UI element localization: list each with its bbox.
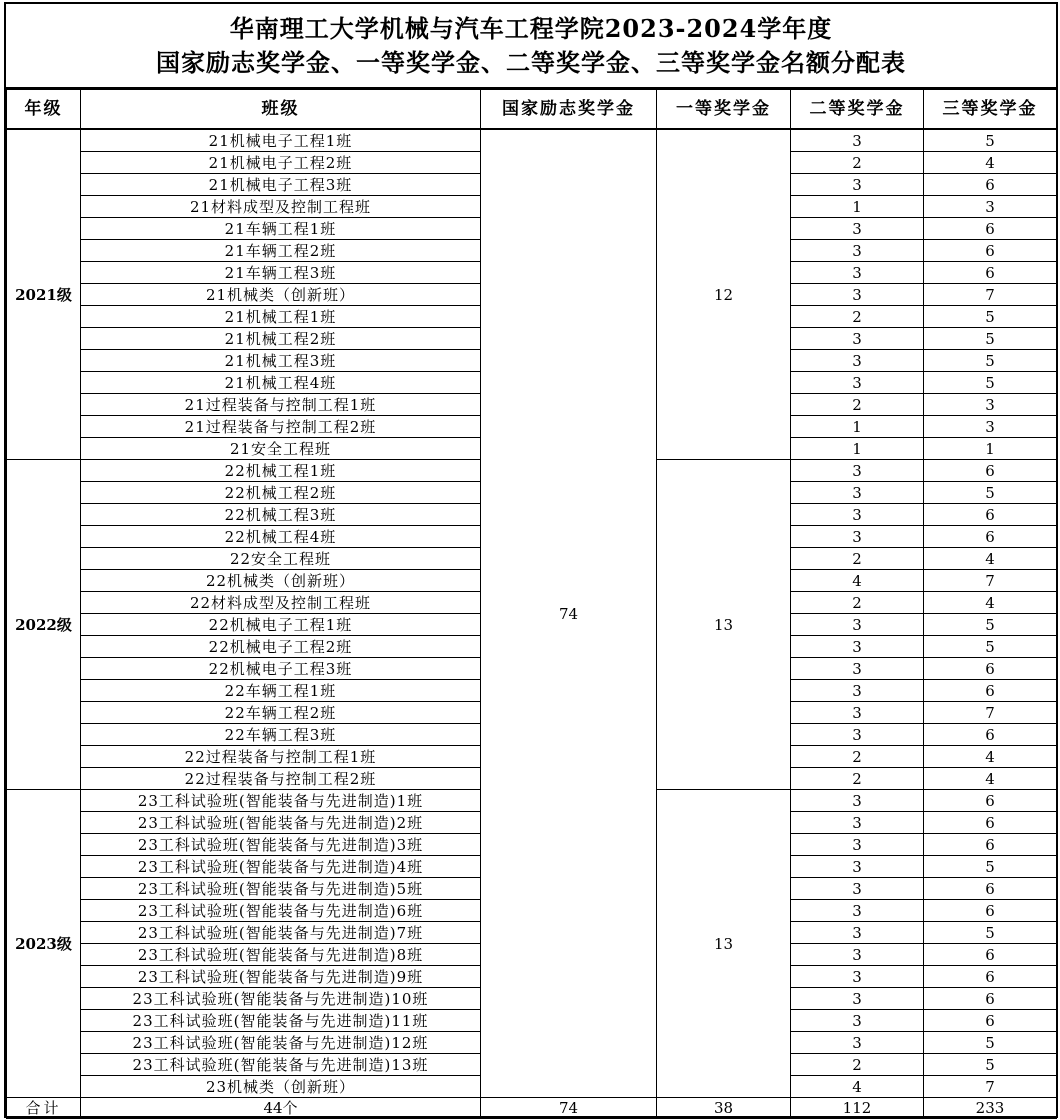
- second-class-scholarship-cell: 3: [791, 680, 924, 702]
- second-class-scholarship-cell: 3: [791, 460, 924, 482]
- class-name-cell: 22车辆工程1班: [81, 680, 481, 702]
- class-name-cell: 22安全工程班: [81, 548, 481, 570]
- class-name-cell: 23工科试验班(智能装备与先进制造)5班: [81, 878, 481, 900]
- third-class-scholarship-cell: 6: [924, 878, 1057, 900]
- total-third-cell: 233: [924, 1098, 1057, 1119]
- second-class-scholarship-cell: 3: [791, 328, 924, 350]
- header-class: 班级: [81, 90, 481, 130]
- class-name-cell: 22机械电子工程3班: [81, 658, 481, 680]
- second-class-scholarship-cell: 3: [791, 900, 924, 922]
- table-body: [7, 129, 1057, 1119]
- table-row: [7, 129, 1057, 152]
- second-class-scholarship-cell: 3: [791, 636, 924, 658]
- class-name-cell: 23工科试验班(智能装备与先进制造)3班: [81, 834, 481, 856]
- third-class-scholarship-cell: 5: [924, 129, 1057, 152]
- third-class-scholarship-cell: 3: [924, 416, 1057, 438]
- third-class-scholarship-cell: 5: [924, 1032, 1057, 1054]
- second-class-scholarship-cell: 2: [791, 394, 924, 416]
- second-class-scholarship-cell: 2: [791, 306, 924, 328]
- second-class-scholarship-cell: 4: [791, 1076, 924, 1098]
- class-name-cell: 23工科试验班(智能装备与先进制造)12班: [81, 1032, 481, 1054]
- second-class-scholarship-cell: 2: [791, 768, 924, 790]
- third-class-scholarship-cell: 5: [924, 636, 1057, 658]
- second-class-scholarship-cell: 3: [791, 262, 924, 284]
- third-class-scholarship-cell: 5: [924, 328, 1057, 350]
- class-name-cell: 21机械电子工程2班: [81, 152, 481, 174]
- class-name-cell: 22机械工程2班: [81, 482, 481, 504]
- class-name-cell: 21车辆工程1班: [81, 218, 481, 240]
- class-name-cell: 23工科试验班(智能装备与先进制造)7班: [81, 922, 481, 944]
- class-name-cell: 21材料成型及控制工程班: [81, 196, 481, 218]
- national-scholarship-cell: 74: [481, 129, 657, 1098]
- second-class-scholarship-cell: 3: [791, 966, 924, 988]
- title-line-2: 国家励志奖学金、一等奖学金、二等奖学金、三等奖学金名额分配表: [156, 47, 906, 77]
- allocation-sheet: [4, 2, 1058, 1118]
- header-grade: 年级: [7, 90, 81, 130]
- third-class-scholarship-cell: 6: [924, 812, 1057, 834]
- class-name-cell: 21机械电子工程3班: [81, 174, 481, 196]
- second-class-scholarship-cell: 3: [791, 702, 924, 724]
- third-class-scholarship-cell: 6: [924, 526, 1057, 548]
- class-name-cell: 22机械工程3班: [81, 504, 481, 526]
- third-class-scholarship-cell: 5: [924, 372, 1057, 394]
- class-name-cell: 23机械类（创新班）: [81, 1076, 481, 1098]
- third-class-scholarship-cell: 6: [924, 834, 1057, 856]
- third-class-scholarship-cell: 4: [924, 592, 1057, 614]
- second-class-scholarship-cell: 4: [791, 570, 924, 592]
- third-class-scholarship-cell: 4: [924, 746, 1057, 768]
- grade-cell: 2023级: [7, 790, 81, 1098]
- third-class-scholarship-cell: 4: [924, 152, 1057, 174]
- total-row: [7, 1098, 1057, 1119]
- second-class-scholarship-cell: 3: [791, 724, 924, 746]
- third-class-scholarship-cell: 7: [924, 284, 1057, 306]
- second-class-scholarship-cell: 3: [791, 482, 924, 504]
- second-class-scholarship-cell: 3: [791, 174, 924, 196]
- second-class-scholarship-cell: 3: [791, 988, 924, 1010]
- second-class-scholarship-cell: 3: [791, 350, 924, 372]
- class-name-cell: 23工科试验班(智能装备与先进制造)6班: [81, 900, 481, 922]
- third-class-scholarship-cell: 3: [924, 394, 1057, 416]
- second-class-scholarship-cell: 3: [791, 922, 924, 944]
- grade-cell: 2022级: [7, 460, 81, 790]
- class-name-cell: 21机械类（创新班）: [81, 284, 481, 306]
- class-name-cell: 22过程装备与控制工程2班: [81, 768, 481, 790]
- class-name-cell: 21机械工程3班: [81, 350, 481, 372]
- third-class-scholarship-cell: 6: [924, 790, 1057, 812]
- header-row: [7, 90, 1057, 130]
- class-name-cell: 23工科试验班(智能装备与先进制造)2班: [81, 812, 481, 834]
- second-class-scholarship-cell: 3: [791, 614, 924, 636]
- third-class-scholarship-cell: 1: [924, 438, 1057, 460]
- third-class-scholarship-cell: 6: [924, 1010, 1057, 1032]
- third-class-scholarship-cell: 5: [924, 856, 1057, 878]
- class-name-cell: 21过程装备与控制工程1班: [81, 394, 481, 416]
- second-class-scholarship-cell: 2: [791, 1054, 924, 1076]
- header-first: 一等奖学金: [657, 90, 791, 130]
- total-label-cell: 合计: [7, 1098, 81, 1119]
- third-class-scholarship-cell: 5: [924, 614, 1057, 636]
- class-name-cell: 23工科试验班(智能装备与先进制造)8班: [81, 944, 481, 966]
- second-class-scholarship-cell: 3: [791, 878, 924, 900]
- third-class-scholarship-cell: 4: [924, 768, 1057, 790]
- third-class-scholarship-cell: 3: [924, 196, 1057, 218]
- class-name-cell: 21机械工程2班: [81, 328, 481, 350]
- third-class-scholarship-cell: 5: [924, 482, 1057, 504]
- class-name-cell: 22机械工程1班: [81, 460, 481, 482]
- second-class-scholarship-cell: 3: [791, 240, 924, 262]
- total-first-cell: 38: [657, 1098, 791, 1119]
- third-class-scholarship-cell: 6: [924, 460, 1057, 482]
- class-name-cell: 22过程装备与控制工程1班: [81, 746, 481, 768]
- total-national-cell: 74: [481, 1098, 657, 1119]
- class-name-cell: 22材料成型及控制工程班: [81, 592, 481, 614]
- second-class-scholarship-cell: 3: [791, 129, 924, 152]
- third-class-scholarship-cell: 6: [924, 658, 1057, 680]
- third-class-scholarship-cell: 6: [924, 724, 1057, 746]
- class-name-cell: 21过程装备与控制工程2班: [81, 416, 481, 438]
- second-class-scholarship-cell: 2: [791, 746, 924, 768]
- second-class-scholarship-cell: 3: [791, 856, 924, 878]
- second-class-scholarship-cell: 3: [791, 658, 924, 680]
- class-name-cell: 21机械电子工程1班: [81, 129, 481, 152]
- class-name-cell: 23工科试验班(智能装备与先进制造)10班: [81, 988, 481, 1010]
- class-name-cell: 23工科试验班(智能装备与先进制造)9班: [81, 966, 481, 988]
- second-class-scholarship-cell: 3: [791, 218, 924, 240]
- third-class-scholarship-cell: 7: [924, 702, 1057, 724]
- second-class-scholarship-cell: 3: [791, 1010, 924, 1032]
- third-class-scholarship-cell: 5: [924, 922, 1057, 944]
- third-class-scholarship-cell: 6: [924, 944, 1057, 966]
- third-class-scholarship-cell: 6: [924, 174, 1057, 196]
- second-class-scholarship-cell: 3: [791, 284, 924, 306]
- total-second-cell: 112: [791, 1098, 924, 1119]
- class-name-cell: 22车辆工程2班: [81, 702, 481, 724]
- first-class-scholarship-cell: 12: [657, 129, 791, 460]
- title-line-1: 华南理工大学机械与汽车工程学院2023-2024学年度: [229, 13, 833, 43]
- third-class-scholarship-cell: 6: [924, 262, 1057, 284]
- class-name-cell: 21机械工程4班: [81, 372, 481, 394]
- class-name-cell: 22机械类（创新班）: [81, 570, 481, 592]
- document-title: [6, 4, 1056, 89]
- class-name-cell: 22机械电子工程2班: [81, 636, 481, 658]
- class-name-cell: 21车辆工程3班: [81, 262, 481, 284]
- second-class-scholarship-cell: 3: [791, 526, 924, 548]
- second-class-scholarship-cell: 2: [791, 592, 924, 614]
- third-class-scholarship-cell: 6: [924, 966, 1057, 988]
- allocation-table: [6, 89, 1057, 1119]
- third-class-scholarship-cell: 6: [924, 240, 1057, 262]
- third-class-scholarship-cell: 5: [924, 350, 1057, 372]
- total-classes-cell: 44个: [81, 1098, 481, 1119]
- second-class-scholarship-cell: 3: [791, 834, 924, 856]
- second-class-scholarship-cell: 1: [791, 196, 924, 218]
- second-class-scholarship-cell: 2: [791, 152, 924, 174]
- third-class-scholarship-cell: 6: [924, 504, 1057, 526]
- second-class-scholarship-cell: 1: [791, 438, 924, 460]
- third-class-scholarship-cell: 4: [924, 548, 1057, 570]
- third-class-scholarship-cell: 6: [924, 988, 1057, 1010]
- class-name-cell: 21安全工程班: [81, 438, 481, 460]
- third-class-scholarship-cell: 6: [924, 900, 1057, 922]
- third-class-scholarship-cell: 6: [924, 680, 1057, 702]
- header-third: 三等奖学金: [924, 90, 1057, 130]
- class-name-cell: 23工科试验班(智能装备与先进制造)1班: [81, 790, 481, 812]
- class-name-cell: 22机械工程4班: [81, 526, 481, 548]
- third-class-scholarship-cell: 7: [924, 570, 1057, 592]
- third-class-scholarship-cell: 5: [924, 306, 1057, 328]
- second-class-scholarship-cell: 3: [791, 812, 924, 834]
- second-class-scholarship-cell: 3: [791, 372, 924, 394]
- third-class-scholarship-cell: 5: [924, 1054, 1057, 1076]
- second-class-scholarship-cell: 3: [791, 944, 924, 966]
- class-name-cell: 22机械电子工程1班: [81, 614, 481, 636]
- third-class-scholarship-cell: 7: [924, 1076, 1057, 1098]
- class-name-cell: 22车辆工程3班: [81, 724, 481, 746]
- class-name-cell: 23工科试验班(智能装备与先进制造)13班: [81, 1054, 481, 1076]
- second-class-scholarship-cell: 3: [791, 504, 924, 526]
- class-name-cell: 21机械工程1班: [81, 306, 481, 328]
- class-name-cell: 23工科试验班(智能装备与先进制造)4班: [81, 856, 481, 878]
- second-class-scholarship-cell: 3: [791, 1032, 924, 1054]
- grade-cell: 2021级: [7, 129, 81, 460]
- header-second: 二等奖学金: [791, 90, 924, 130]
- first-class-scholarship-cell: 13: [657, 790, 791, 1098]
- third-class-scholarship-cell: 6: [924, 218, 1057, 240]
- second-class-scholarship-cell: 2: [791, 548, 924, 570]
- first-class-scholarship-cell: 13: [657, 460, 791, 790]
- second-class-scholarship-cell: 1: [791, 416, 924, 438]
- class-name-cell: 21车辆工程2班: [81, 240, 481, 262]
- header-national: 国家励志奖学金: [481, 90, 657, 130]
- class-name-cell: 23工科试验班(智能装备与先进制造)11班: [81, 1010, 481, 1032]
- second-class-scholarship-cell: 3: [791, 790, 924, 812]
